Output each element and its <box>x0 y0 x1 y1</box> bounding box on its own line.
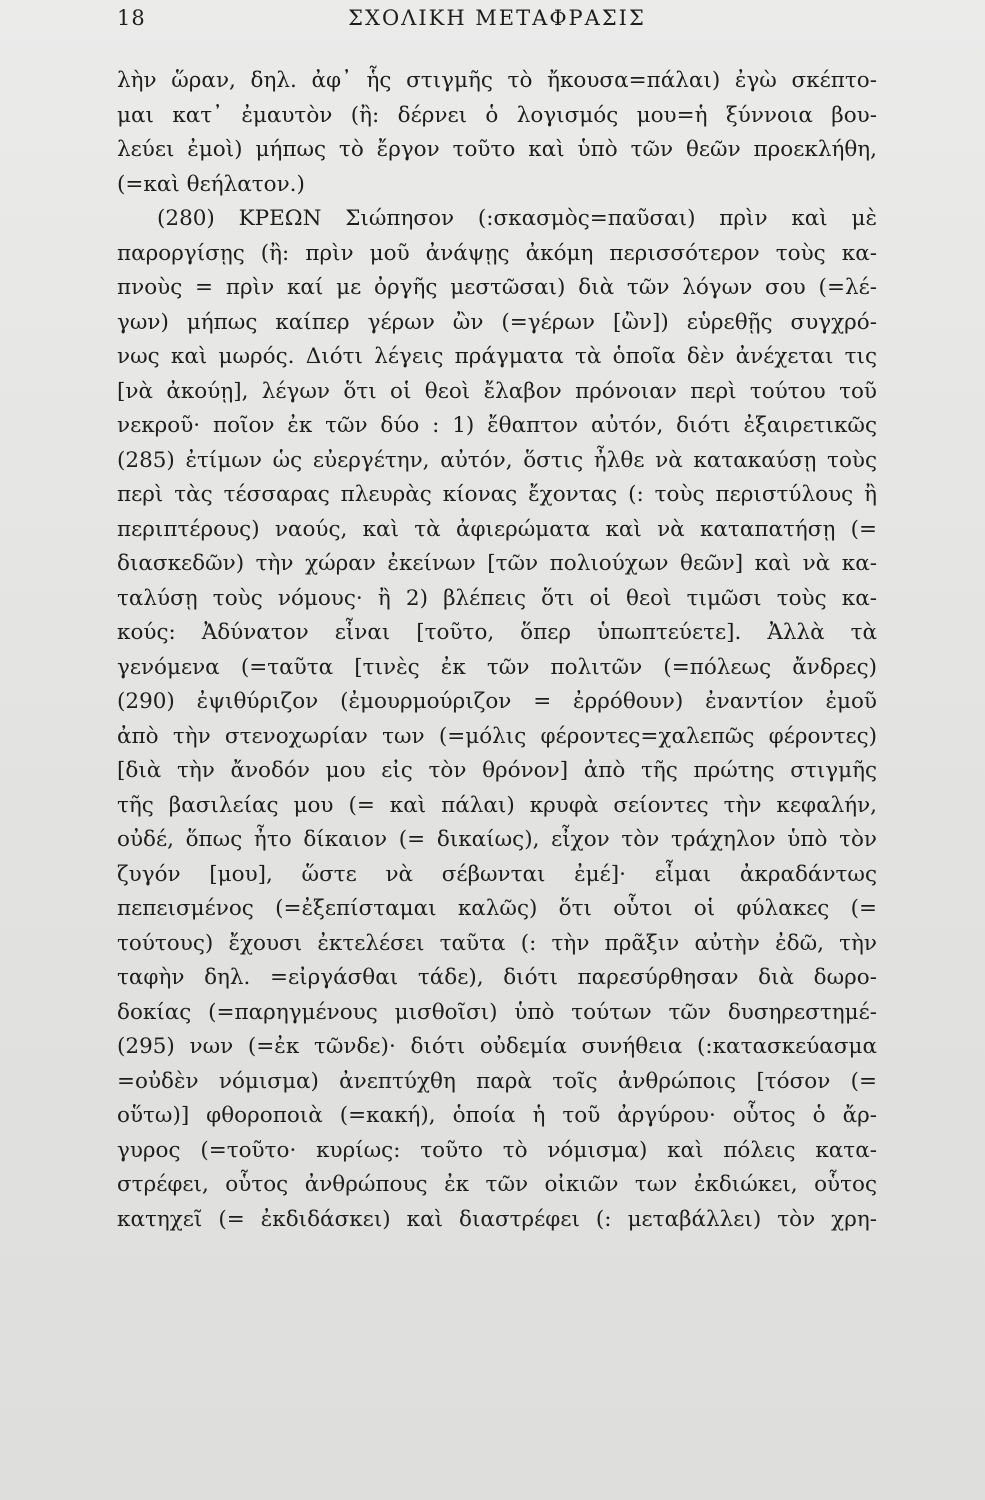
text-line: (280) ΚΡΕΩΝ Σιώπησον (:σκασμὸς=παῦσαι) πρὶν καὶ μὲ <box>157 206 877 231</box>
text-line: πεπεισμένος (=ἐξεπίσταμαι καλῶς) ὅτι οὗτοι οἱ φύλακες (= <box>117 896 877 921</box>
text-line: [νὰ ἀκούῃ], λέγων ὅτι οἱ θεοὶ ἔλαβον πρόνοιαν περὶ τούτου τοῦ <box>117 378 877 404</box>
text-line: λὴν ὥραν, δηλ. ἀφ᾽ ἧς στιγμῆς τὸ ἤκουσα=πάλαι) ἐγὼ σκέπτο- <box>117 68 877 93</box>
text-line: γυρος (=τοῦτο· κυρίως: τοῦτο τὸ νόμισμα) καὶ πόλεις κατα- <box>117 1137 877 1163</box>
text-line: ἀπὸ τὴν στενοχωρίαν των (=μόλις φέροντες=χαλεπῶς φέροντες) <box>117 723 877 749</box>
text-line: τούτους) ἔχουσι ἐκτελέσει ταῦτα (: τὴν πρᾶξιν αὐτὴν ἐδῶ, τὴν <box>117 930 877 956</box>
text-line: μαι κατ᾽ ἐμαυτὸν (ἢ: δέρνει ὁ λογισμός μου=ἡ ξύννοια βου- <box>117 102 877 128</box>
text-line: οὐδέ, ὅπως ἦτο δίκαιον (= δικαίως), εἶχον τὸν τράχηλον ὑπὸ τὸν <box>117 827 877 852</box>
text-line: ζυγόν [μου], ὥστε νὰ σέβωνται ἐμέ]· εἶμαι ἀκραδάντως <box>117 861 877 887</box>
running-title: ΣΧΟΛΙΚΗ ΜΕΤΑΦΡΑΣΙΣ <box>348 6 646 30</box>
text-line: νεκροῦ· ποῖον ἐκ τῶν δύο : 1) ἔθαπτον αὐτόν, διότι ἐξαιρετικῶς <box>117 413 877 438</box>
text-line: κούς: Ἀδύνατον εἶναι [τοῦτο, ὅπερ ὑπωπτεύετε]. Ἀλλὰ τὰ <box>117 620 877 645</box>
page-number: 18 <box>117 6 146 30</box>
running-head <box>117 6 877 42</box>
text-line: νως καὶ μωρός. Διότι λέγεις πράγματα τὰ ὁποῖα δὲν ἀνέχεται τις <box>117 344 877 369</box>
text-line: (=καὶ θεήλατον.) <box>117 171 305 197</box>
text-line: =οὐδὲν νόμισμα) ἀνεπτύχθη παρὰ τοῖς ἀνθρώποις [τόσον (= <box>117 1068 877 1094</box>
text-line: τῆς βασιλείας μου (= καὶ πάλαι) κρυφὰ σείοντες τὴν κεφαλήν, <box>117 792 877 818</box>
text-line: (290) ἐψιθύριζον (ἐμουρμούριζον = ἐρρόθουν) ἐναντίον ἐμοῦ <box>117 689 877 714</box>
body-text <box>117 64 877 1237</box>
text-line: (295) νων (=ἐκ τῶνδε)· διότι οὐδεμία συνήθεια (:κατασκεύασμα <box>117 1034 877 1059</box>
text-line: ταφὴν δηλ. =εἰργάσθαι τάδε), διότι παρεσύρθησαν διὰ δωρο- <box>117 965 877 990</box>
text-line: κατηχεῖ (= ἐκδιδάσκει) καὶ διαστρέφει (: μεταβάλλει) τὸν χρη- <box>117 1206 877 1232</box>
text-line: λεύει ἐμοὶ) μήπως τὸ ἔργον τοῦτο καὶ ὑπὸ τῶν θεῶν προεκλήθη, <box>117 137 877 162</box>
text-line: δοκίας (=παρηγμένους μισθοῖσι) ὑπὸ τούτων τῶν δυσηρεστημέ- <box>117 999 877 1025</box>
text-line: γενόμενα (=ταῦτα [τινὲς ἐκ τῶν πολιτῶν (=πόλεως ἄνδρες) <box>117 654 877 680</box>
text-line: ταλύσῃ τοὺς νόμους· ἢ 2) βλέπεις ὅτι οἱ θεοὶ τιμῶσι τοὺς κα- <box>117 585 877 611</box>
text-line: πνοὺς = πρὶν καί με ὀργῆς μεστῶσαι) διὰ τῶν λόγων σου (=λέ- <box>117 275 877 300</box>
text-line: [διὰ τὴν ἄνοδόν μου εἰς τὸν θρόνον] ἀπὸ τῆς πρώτης στιγμῆς <box>117 758 877 783</box>
text-line: διασκεδῶν) τὴν χώραν ἐκείνων [τῶν πολιούχων θεῶν] καὶ νὰ κα- <box>117 551 877 576</box>
text-line: (285) ἐτίμων ὡς εὐεργέτην, αὐτόν, ὅστις ἦλθε νὰ κατακαύσῃ τοὺς <box>117 447 877 473</box>
text-line: γων) μήπως καίπερ γέρων ὢν (=γέρων [ὢν]) εὑρεθῇς συγχρό- <box>117 309 877 335</box>
text-line: περιπτέρους) ναούς, καὶ τὰ ἀφιερώματα καὶ νὰ καταπατήσῃ (= <box>117 516 877 542</box>
text-line: παροργίσῃς (ἢ: πρὶν μοῦ ἀνάψῃς ἀκόμη περισσότερον τοὺς κα- <box>117 240 877 266</box>
text-line: περὶ τὰς τέσσαρας πλευρὰς κίονας ἔχοντας (: τοὺς περιστύλους ἢ <box>117 482 877 507</box>
text-line: οὕτω)] φθοροποιὰ (=κακή), ὁποία ἡ τοῦ ἀργύρου· οὗτος ὁ ἄρ- <box>117 1103 877 1128</box>
text-line: στρέφει, οὗτος ἀνθρώπους ἐκ τῶν οἰκιῶν των ἐκδιώκει, οὗτος <box>117 1172 877 1197</box>
